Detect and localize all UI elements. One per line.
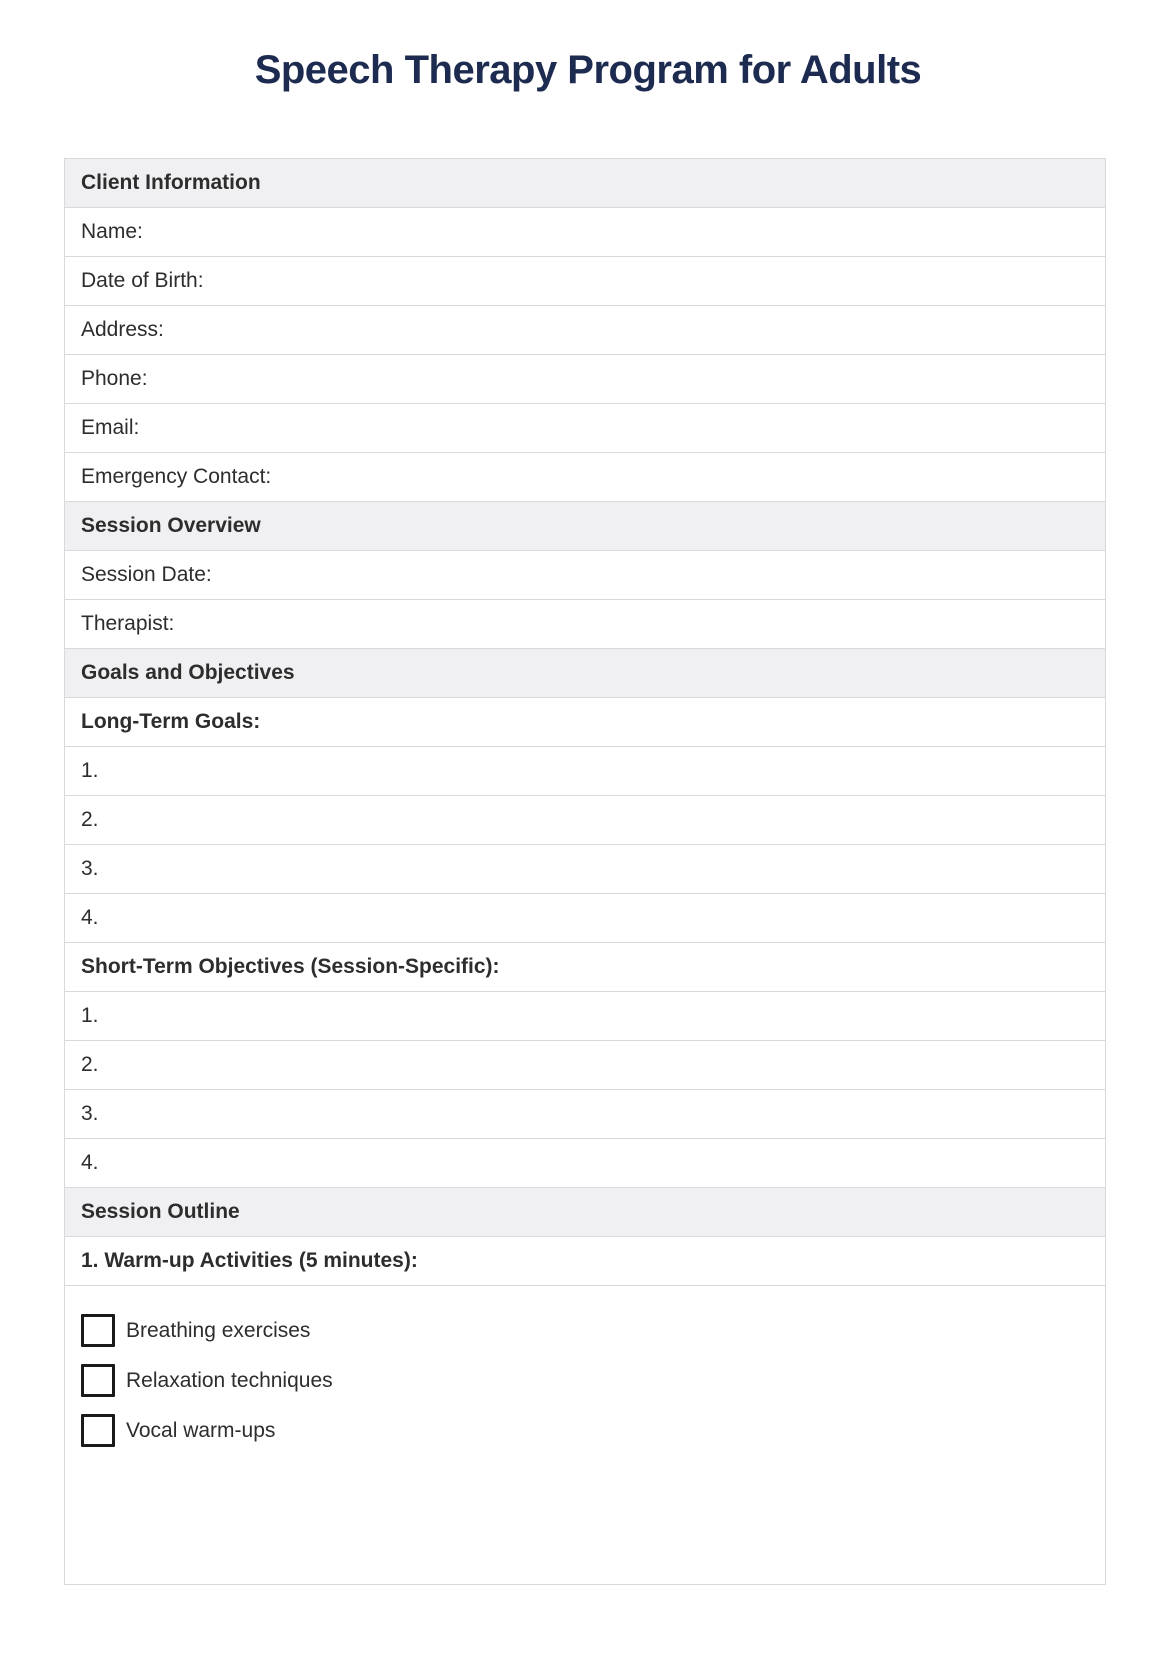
field-therapist: Therapist:	[65, 600, 1106, 649]
field-name: Name:	[65, 208, 1106, 257]
table-row	[65, 1286, 1106, 1585]
table-row	[65, 453, 1106, 502]
checkbox-label-breathing-exercises: Breathing exercises	[126, 1318, 311, 1342]
warm-up-checklist-cell	[65, 1286, 1106, 1585]
table-row	[65, 355, 1106, 404]
program-table	[64, 158, 1106, 1585]
field-session-date: Session Date:	[65, 551, 1106, 600]
checkbox-vocal-warm-ups[interactable]	[81, 1414, 115, 1447]
table-row	[65, 502, 1106, 551]
check-row-vocal-warm-ups	[81, 1414, 1089, 1447]
field-short-term-objective-3: 3.	[65, 1090, 1106, 1139]
section-header-goals-and-objectives: Goals and Objectives	[65, 649, 1106, 698]
field-long-term-goal-2: 2.	[65, 796, 1106, 845]
check-row-relaxation-techniques	[81, 1364, 1089, 1397]
section-header-client-information: Client Information	[65, 159, 1106, 208]
field-email: Email:	[65, 404, 1106, 453]
field-long-term-goal-4: 4.	[65, 894, 1106, 943]
checkbox-relaxation-techniques[interactable]	[81, 1364, 115, 1397]
subheading-short-term-objectives: Short-Term Objectives (Session-Specific):	[65, 943, 1106, 992]
field-long-term-goal-3: 3.	[65, 845, 1106, 894]
subheading-long-term-goals: Long-Term Goals:	[65, 698, 1106, 747]
field-short-term-objective-4: 4.	[65, 1139, 1106, 1188]
checkbox-breathing-exercises[interactable]	[81, 1314, 115, 1347]
table-row	[65, 1041, 1106, 1090]
checkbox-label-relaxation-techniques: Relaxation techniques	[126, 1368, 333, 1392]
section-header-session-outline: Session Outline	[65, 1188, 1106, 1237]
table-row	[65, 159, 1106, 208]
table-row	[65, 649, 1106, 698]
table-row	[65, 1237, 1106, 1286]
table-row	[65, 845, 1106, 894]
table-row	[65, 894, 1106, 943]
table-row	[65, 600, 1106, 649]
subheading-warm-up-activities: 1. Warm-up Activities (5 minutes):	[65, 1237, 1106, 1286]
table-row	[65, 551, 1106, 600]
field-address: Address:	[65, 306, 1106, 355]
table-row	[65, 1188, 1106, 1237]
table-row	[65, 306, 1106, 355]
table-row	[65, 1139, 1106, 1188]
field-date-of-birth: Date of Birth:	[65, 257, 1106, 306]
table-row	[65, 747, 1106, 796]
section-header-session-overview: Session Overview	[65, 502, 1106, 551]
check-row-breathing-exercises	[81, 1314, 1089, 1347]
table-row	[65, 208, 1106, 257]
table-row	[65, 1090, 1106, 1139]
table-row	[65, 796, 1106, 845]
field-short-term-objective-2: 2.	[65, 1041, 1106, 1090]
table-row	[65, 943, 1106, 992]
table-row	[65, 698, 1106, 747]
field-long-term-goal-1: 1.	[65, 747, 1106, 796]
page-title: Speech Therapy Program for Adults	[254, 48, 922, 92]
checkbox-label-vocal-warm-ups: Vocal warm-ups	[126, 1418, 276, 1442]
table-row	[65, 992, 1106, 1041]
field-short-term-objective-1: 1.	[65, 992, 1106, 1041]
field-phone: Phone:	[65, 355, 1106, 404]
field-emergency-contact: Emergency Contact:	[65, 453, 1106, 502]
table-row	[65, 257, 1106, 306]
table-row	[65, 404, 1106, 453]
